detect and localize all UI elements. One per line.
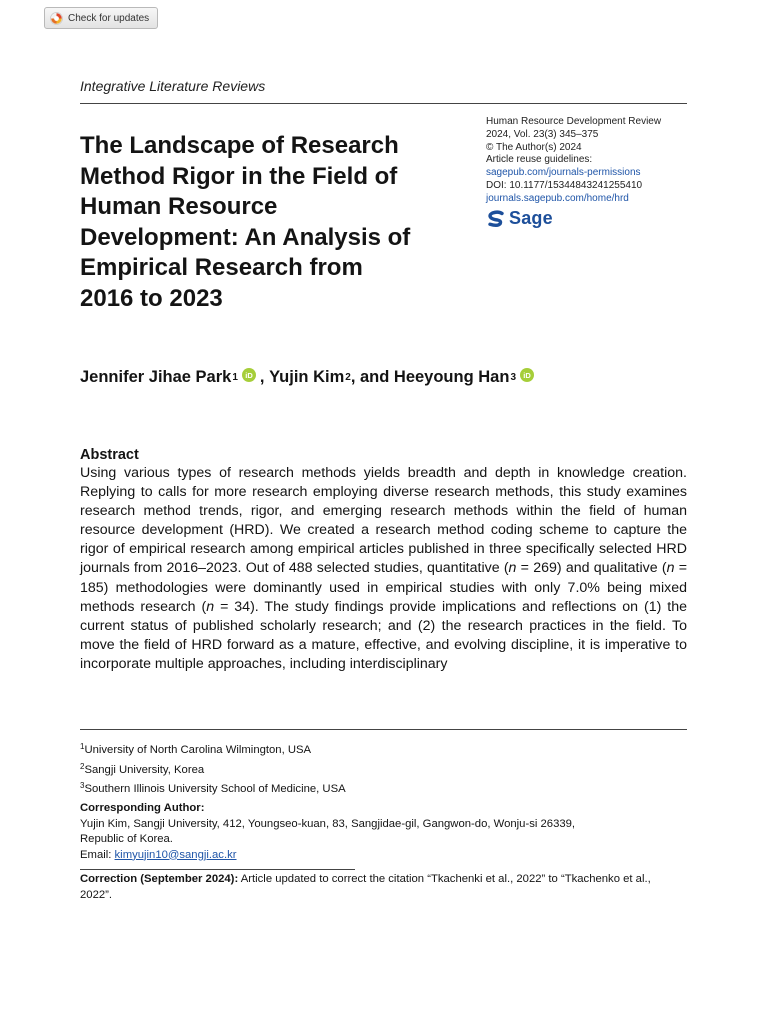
author-list bbox=[80, 368, 700, 387]
author-name: Jennifer Jihae Park bbox=[80, 368, 232, 386]
abstract-heading: Abstract bbox=[80, 447, 139, 463]
affiliation-item: $^2$Sangji University, Korea bbox=[80, 761, 205, 776]
footnote-divider bbox=[80, 729, 687, 730]
svg-text:iD: iD bbox=[245, 371, 253, 380]
title-line: 2016 to 2023 bbox=[80, 284, 223, 312]
orcid-icon[interactable] bbox=[520, 368, 534, 387]
affiliation-item: $^1$University of North Carolina Wilmington, USA bbox=[80, 742, 312, 756]
article-title bbox=[80, 131, 475, 314]
correction-divider bbox=[80, 869, 355, 870]
affiliation-marker: 3 bbox=[510, 372, 516, 383]
corresponding-author bbox=[80, 801, 687, 863]
title-line: Empirical Research from bbox=[80, 254, 363, 281]
email-row bbox=[80, 848, 687, 864]
journal-home-link[interactable]: journals.sagepub.com/home/hrd bbox=[486, 192, 629, 204]
author-separator: , bbox=[259, 368, 270, 386]
permissions-link[interactable]: sagepub.com/journals-permissions bbox=[486, 167, 641, 179]
doi: DOI: 10.1177/15344843241255410 bbox=[486, 179, 643, 191]
journal-citation: 2024, Vol. 23(3) 345–375 bbox=[486, 128, 599, 140]
check-for-updates-label: Check for updates bbox=[68, 12, 150, 24]
section-label: Integrative Literature Reviews bbox=[80, 78, 266, 94]
update-icon bbox=[50, 12, 63, 25]
journal-metadata bbox=[486, 116, 696, 229]
abstract-body: Using various types of research methods yields breadth and depth in knowledge creation. Replying to calls for more research employing diverse research methods, this study examines research method trends, rigor, and emerging research methods within the field of human resource development (HRD). We created a research method coding scheme to capture the rigor of empirical research among empirical articles published in three specifically selected HRD journals from 2016–2023. Out of 488 selected studies, quantitative (n = 269) and qualitative (n = 185) methodologies were dominantly used in empirical studies with only 7.0% being mixed methods research (n = 34). The study findings provide implications and reflections on (1) the current status of published scholarly research; and (2) the research practices in the field. To move the field of HRD forward as a mature, effective, and evolving discipline, it is imperative to incorporate multiple approaches, including interdisciplinary bbox=[80, 465, 688, 672]
email-link[interactable]: kimyujin10@sangji.ac.kr bbox=[114, 848, 237, 861]
orcid-icon[interactable] bbox=[242, 368, 256, 387]
copyright-notice: © The Author(s) 2024 bbox=[486, 141, 582, 153]
affiliations bbox=[80, 739, 346, 798]
title-line: The Landscape of Research bbox=[80, 132, 399, 159]
author-name: Yujin Kim bbox=[269, 368, 345, 386]
affiliation-marker: 1 bbox=[232, 372, 238, 383]
title-line: Human Resource bbox=[80, 193, 278, 220]
affiliation-item: $^3$Southern Illinois University School of Medicine, USA bbox=[80, 781, 346, 795]
sage-wordmark: Sage bbox=[509, 208, 553, 229]
header-divider bbox=[80, 103, 687, 104]
affiliation-marker: 2 bbox=[345, 372, 351, 383]
reuse-guidelines-label: Article reuse guidelines: bbox=[486, 154, 593, 166]
correction-label: Correction (September 2024): bbox=[80, 873, 239, 885]
correction-text: Article updated to correct the citation “Tkachenki et al., 2022” to “Tkachenko et al., 2022”. bbox=[80, 873, 651, 901]
corresponding-author-label: Corresponding Author: bbox=[80, 802, 205, 814]
corresponding-address-line: Republic of Korea. bbox=[80, 833, 173, 845]
author-name: Heeyoung Han bbox=[393, 368, 510, 386]
title-line: Method Rigor in the Field of bbox=[80, 162, 398, 190]
sage-logo bbox=[486, 209, 696, 229]
email-label: Email: bbox=[80, 848, 115, 861]
svg-text:iD: iD bbox=[523, 371, 531, 380]
title-line: Development: An Analysis of bbox=[80, 223, 411, 251]
corresponding-address-line: Yujin Kim, Sangji University, 412, Youngseo-kuan, 83, Sangjidae-gil, Gangwon-do, Wonju-si 26339, bbox=[80, 817, 576, 830]
journal-name: Human Resource Development Review bbox=[486, 116, 662, 127]
sage-s-icon bbox=[486, 209, 506, 229]
author-separator: , and bbox=[350, 368, 394, 386]
correction-note bbox=[80, 872, 680, 903]
check-for-updates-button[interactable] bbox=[44, 7, 158, 29]
